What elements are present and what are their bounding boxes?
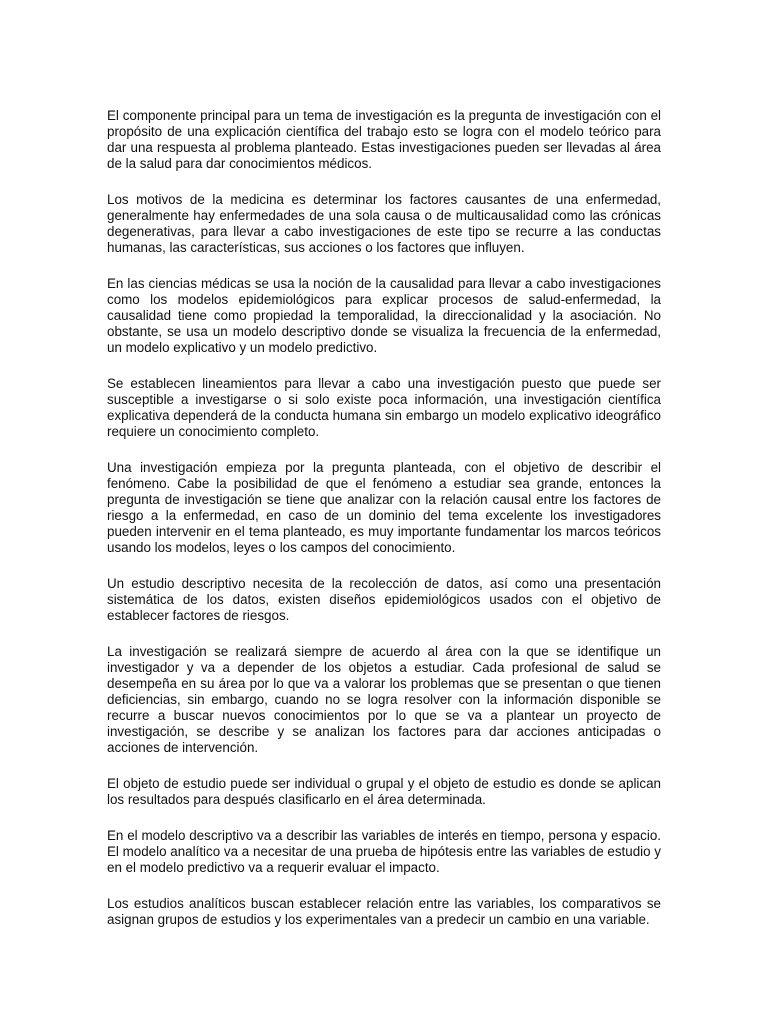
paragraph: En el modelo descriptivo va a describir las variables de interés en tiempo, persona y espacio. El modelo analítico va a necesitar de una prueba de hipótesis entre las variables de estudio y en el modelo predictivo va a requerir evaluar el impacto. <box>107 828 661 875</box>
paragraph: Un estudio descriptivo necesita de la recolección de datos, así como una presentación sistemática de los datos, existen diseños epidemiológicos usados con el objetivo de establecer factores de riesgos. <box>107 576 661 623</box>
paragraph: La investigación se realizará siempre de acuerdo al área con la que se identifique un investigador y va a depender de los objetos a estudiar. Cada profesional de salud se desempeña en su área por lo que va a valorar los problemas que se presentan o que tienen deficiencias, sin embargo, cuando no se logra resolver con la información disponible se recurre a buscar nuevos conocimientos por lo que se va a plantear un proyecto de investigación, se describe y se analizan los factores para dar acciones anticipadas o acciones de intervención. <box>107 644 661 755</box>
paragraph: En las ciencias médicas se usa la noción de la causalidad para llevar a cabo investigaciones como los modelos epidemiológicos para explicar procesos de salud-enfermedad, la causalidad tiene como propiedad la temporalidad, la direccionalidad y la asociación. No obstante, se usa un modelo descriptivo donde se visualiza la frecuencia de la enfermedad, un modelo explicativo y un modelo predictivo. <box>107 276 661 355</box>
paragraph: Una investigación empieza por la pregunta planteada, con el objetivo de describir el fenómeno. Cabe la posibilidad de que el fenómeno a estudiar sea grande, entonces la pregunta de investigación se tiene que analizar con la relación causal entre los factores de riesgo a la enfermedad, en caso de un dominio del tema excelente los investigadores pueden intervenir en el tema planteado, es muy importante fundamentar los marcos teóricos usando los modelos, leyes o los campos del conocimiento. <box>107 460 661 555</box>
paragraph: Los motivos de la medicina es determinar los factores causantes de una enfermedad, generalmente hay enfermedades de una sola causa o de multicausalidad como las crónicas degenerativas, para llevar a cabo investigaciones de este tipo se recurre a las conductas humanas, las características, sus acciones o los factores que influyen. <box>107 192 661 255</box>
paragraph: Se establecen lineamientos para llevar a cabo una investigación puesto que puede ser susceptible a investigarse o si solo existe poca información, una investigación científica explicativa dependerá de la conducta humana sin embargo un modelo explicativo ideográfico requiere un conocimiento completo. <box>107 376 661 439</box>
paragraph: El componente principal para un tema de investigación es la pregunta de investigación con el propósito de una explicación científica del trabajo esto se logra con el modelo teórico para dar una respuesta al problema planteado. Estas investigaciones pueden ser llevadas al área de la salud para dar conocimientos médicos. <box>107 108 661 171</box>
document-body <box>107 108 661 948</box>
paragraph: Los estudios analíticos buscan establecer relación entre las variables, los comparativos se asignan grupos de estudios y los experimentales van a predecir un cambio en una variable. <box>107 896 661 927</box>
paragraph: El objeto de estudio puede ser individual o grupal y el objeto de estudio es donde se aplican los resultados para después clasificarlo en el área determinada. <box>107 776 661 807</box>
